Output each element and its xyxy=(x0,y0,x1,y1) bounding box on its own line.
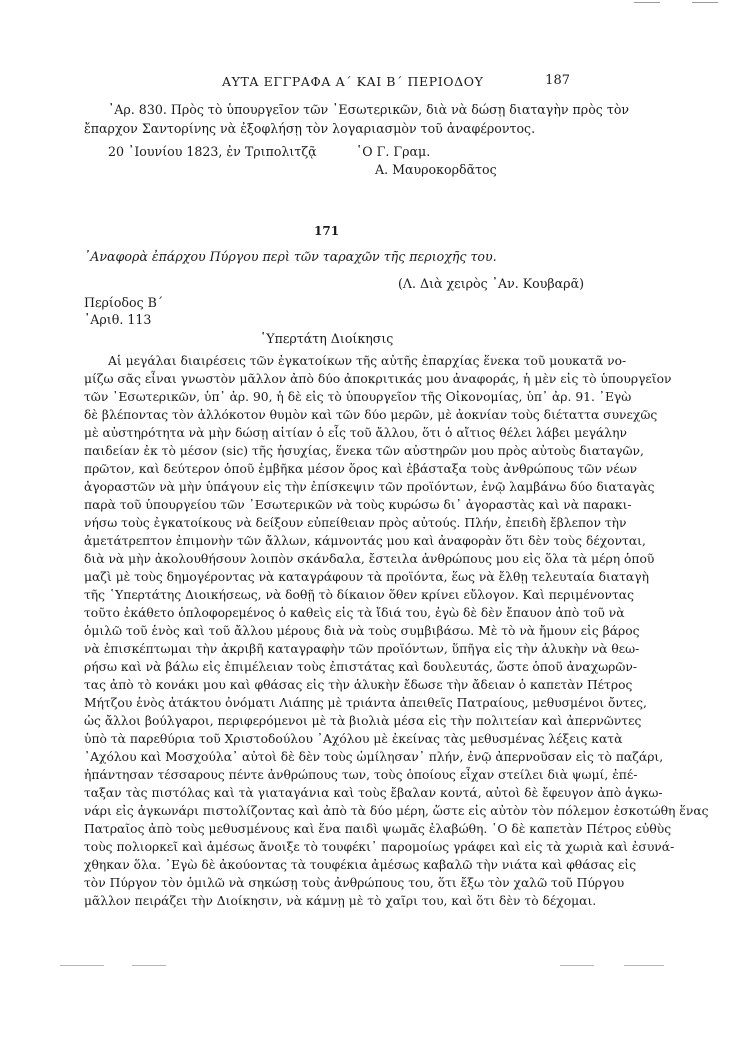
body-line: πρῶτον, καὶ δεύτερον ὁποῦ ἐμβῆκα μέσον ὅρος καὶ ἐβάσταξα τοὺς ἀνθρώπους τῶν νέων xyxy=(84,462,638,477)
scan-edge-mark xyxy=(132,965,166,966)
body-line: ὁμιλῶ τοῦ ἑνὸς καὶ τοῦ ἄλλου μέρους διὰ νὰ τοὺς συμβιβάσω. Μὲ τὸ νὰ ἤμουν εἰς βάρος xyxy=(84,624,640,639)
body-line: τὸν Πύργον τὸν ὁμιλῶ νὰ σηκώσῃ τοὺς ἀνθρώπους του, ὅτι ἔξω τὸν χαλῶ τοῦ Πύργου xyxy=(84,876,625,891)
prev-document-signature-name: Α. Μαυροκορδᾶτος xyxy=(375,162,497,177)
prev-document-date: 20 ᾿Ιουνίου 1823, ἐν Τριπολιτζᾷ xyxy=(108,144,317,159)
body-line: τοῦτο ἐκάθετο ὁπλοφορεμένος ὁ καθεὶς εἰς τὰ ἴδιά του, ἐγὼ δὲ δὲν ἔπαυον ἀπὸ τοῦ νὰ xyxy=(84,606,625,621)
running-title: ΑΥΤΑ ΕΓΓΡΑΦΑ Α΄ ΚΑΙ Β΄ ΠΕΡΙΟΔΟΥ xyxy=(222,74,484,89)
scan-edge-mark xyxy=(634,2,660,3)
body-line: ρήσω καὶ νὰ βάλω εἰς ἐπιμέλειαν τοὺς ἐπιστάτας καὶ δουλευτάς, ὥστε ὁποῦ ἀναχωρῶν- xyxy=(84,660,638,675)
body-line: ᾿Αχόλου καὶ Μοσχούλα᾿ αὐτοὶ δὲ δὲν τοὺς ὡμίλησαν᾿ πλήν, ἐνῷ ἀπερνοῦσαν εἰς τὸ παζάρι, xyxy=(84,750,664,765)
prev-document-signature-label: ῾Ο Γ. Γραμ. xyxy=(356,144,431,159)
body-line: μᾶλλον πειράζει τὴν Διοίκησιν, νὰ κάμνῃ μὲ τὸ χαῖρι του, καὶ ὅτι δὲν τὸ δέχομαι. xyxy=(84,894,597,909)
body-line: ἀγοραστῶν νὰ μὴν ὑπάγουν εἰς τὴν ἐπίσκεψιν τῶν προϊόντων, ἐνῷ λαμβάνω δύο διαταγὰς xyxy=(84,480,655,495)
scan-edge-mark xyxy=(560,965,594,966)
running-header xyxy=(110,74,570,92)
document-period: Περίοδος Β΄ xyxy=(84,295,164,310)
body-line: παρὰ τοῦ ὑπουργείου τῶν ᾿Εσωτερικῶν νὰ τοὺς κυρώσω δι᾿ ἀγοραστὰς καὶ νὰ παρακι- xyxy=(84,498,632,513)
document-arith: ᾿Αριθ. 113 xyxy=(84,312,152,327)
page-number: 187 xyxy=(545,73,570,88)
body-line: Μήτζου ἑνὸς ἀτάκτου ὀνόματι Λιάπης μὲ τριάντα ἀπειθεῖς Πατραίους, μεθυσμένοι ὄντες, xyxy=(84,696,647,711)
body-line: παιδείαν ἐκ τὸ μέσον (sic) τῆς ἡσυχίας, ἕνεκα τῶν αὐστηρῶν μου πρὸς αὐτοὺς διαταγῶν, xyxy=(84,444,644,459)
body-line: τοὺς πολιορκεῖ καὶ ἀμέσως ἄνοιξε τὸ τουφέκι᾿ παρομοίως γράφει καὶ εἰς τὰ χωριὰ καὶ ἐσυνά- xyxy=(84,840,675,855)
body-line: νὰ ἐπισκέπτωμαι τὴν ἀκριβῆ καταγραφὴν τῶν προϊόντων, ὕπῆγα εἰς τὴν ἁλυκὴν νὰ θεω- xyxy=(84,642,640,657)
scan-edge-mark xyxy=(692,2,718,3)
scan-edge-mark xyxy=(624,965,664,966)
document-summary: ᾿Αναφορὰ ἐπάρχου Πύργου περὶ τῶν ταραχῶν τῆς περιοχῆς του. xyxy=(84,249,497,264)
body-line: δὲ βλέποντας τὸν ἀλλόκοτον θυμὸν καὶ τῶν δύο μερῶν, μὲ ἀοκνίαν τοὺς διέταττα συνεχῶς xyxy=(84,408,658,423)
body-line: ὡς ἄλλοι βούλγαροι, περιφερόμενοι μὲ τὰ βιολιὰ μέσα εἰς τὴν πολιτείαν καὶ ἀπερνῶντες xyxy=(84,714,642,729)
body-line: τας ἀπὸ τὸ κονάκι μου καὶ φθάσας εἰς τὴν ἁλυκὴν ἔδωσε τὴν ἄδειαν ὁ καπετὰν Πέτρος xyxy=(84,678,633,693)
body-line: ἠπάντησαν τέσσαρους πέντε ἀνθρώπους των, τοὺς ὁποίους εἶχαν στείλει διὰ ψωμί, ἐπέ- xyxy=(84,768,638,783)
document-number: 171 xyxy=(314,224,340,238)
prev-document-line: ἔπαρχον Σαντορίνης νὰ ἐξοφλήσῃ τὸν λογαριασμὸν τοῦ ἀναφέροντος. xyxy=(84,121,536,136)
scan-edge-mark xyxy=(60,965,104,966)
prev-document-line: ᾿Αρ. 830. Πρὸς τὸ ὑπουργεῖον τῶν ᾿Εσωτερικῶν, διὰ νὰ δώσῃ διαταγὴν πρὸς τὸν xyxy=(108,102,630,117)
body-line: χθηκαν ὅλα. ᾿Εγὼ δὲ ἀκούοντας τὰ τουφέκια ἀμέσως καβαλῶ τὴν νιάτα καὶ φθάσας εἰς xyxy=(84,858,637,873)
body-line: μαζὶ μὲ τοὺς δημογέροντας νὰ καταγράφουν τὰ προϊόντα, ἕως νὰ ἔλθῃ τελευταία διαταγὴ xyxy=(84,570,649,585)
body-line: μὲ αὐστηρότητα νὰ μὴν δώσῃ αἰτίαν ὁ εἷς τοῦ ἄλλου, ὅτι ὁ αἴτιος θέλει λάβει μεγάλην xyxy=(84,426,627,441)
body-line: ἀμετάτρεπτον ἐπιμονὴν τῶν ἄλλων, κάμνοντάς μου καὶ ἀναφορὰν ὅτι δὲν τοὺς δέχονται, xyxy=(84,534,646,549)
document-source: (Λ. Διὰ χειρὸς ᾿Αν. Κουβαρᾶ) xyxy=(398,276,584,291)
body-line: τῆς ῾Υπερτάτης Διοικήσεως, νὰ δοθῇ τὸ δίκαιον ὅθεν κρίνει εὔλογον. Καὶ περιμένοντας xyxy=(84,588,634,603)
body-line: Πατραῖος ἀπὸ τοὺς μεθυσμένους καὶ ἕνα παιδὶ ψωμᾶς ἐλαβώθη. ῾Ο δὲ καπετὰν Πέτρος εὐθὺς xyxy=(84,822,672,837)
body-line: τῶν ᾿Εσωτερικῶν, ὑπ᾿ ἀρ. 90, ἡ δὲ εἰς τὸ ὑπουργεῖον τῆς Οἰκονομίας, ὑπ᾿ ἀρ. 91. ᾿Εγὼ xyxy=(84,390,632,405)
body-line: Αἱ μεγάλαι διαιρέσεις τῶν ἐγκατοίκων τῆς αὐτῆς ἐπαρχίας ἕνεκα τοῦ μουκατᾶ νο- xyxy=(108,354,627,368)
body-line: νάρι εἰς ἀγκωνάρι πιστολίζοντας καὶ ἀπὸ τὰ δύο μέρη, ὥστε εἰς αὐτὸν τὸν πόλεμον ἐσκοτώθη ἕνας xyxy=(84,804,709,819)
body-line: νήσω τοὺς ἐγκατοίκους νὰ δείξουν εὐπείθειαν πρὸς αὐτούς. Πλήν, ἐπειδὴ ἔβλεπον τὴν xyxy=(84,516,627,531)
body-line: ὑπὸ τὰ παρεθύρια τοῦ Χριστοδούλου ᾿Αχόλου μὲ ἐκείνας τὰς μεθυσμένας λέξεις κατὰ xyxy=(84,732,623,747)
body-line: ταξαν τὰς πιστόλας καὶ τὰ γιαταγάνια καὶ τοὺς ἔβαλαν κοντά, αὐτοὶ δὲ ἔφευγον ἀπὸ ἀγκω- xyxy=(84,786,663,801)
document-body xyxy=(84,352,709,910)
body-line: μίζω σᾶς εἶναι γνωστὸν μᾶλλον ἀπὸ δύο ἀποκριτικάς μου ἀναφοράς, ἡ μὲν εἰς τὸ ὑπουργεῖον xyxy=(84,372,672,387)
body-line: διὰ νὰ μὴν ἀκολουθήσουν λοιπὸν σκάνδαλα, ἔστειλα ἀνθρώπους μου εἰς ὅλα τὰ μέρη ὁποῦ xyxy=(84,552,655,567)
document-addressee: ῾Υπερτάτη Διοίκησις xyxy=(260,331,394,346)
